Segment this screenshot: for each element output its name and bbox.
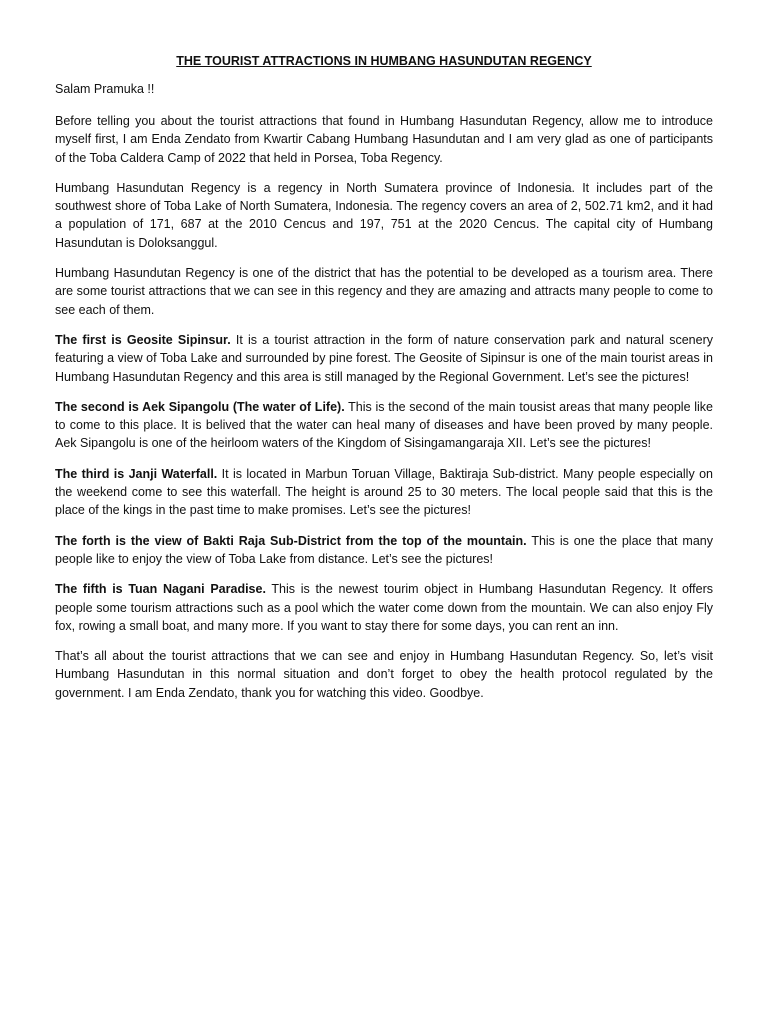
- paragraph-aek-sipangolu: [55, 398, 713, 453]
- paragraph-lead: The third is Janji Waterfall.: [55, 466, 218, 481]
- paragraph-text: It is located in Marbun Toruan Village, Baktiraja Sub-district. Many people especially on the weekend come to see this waterfall. The height is around 25 to 30 meters. The local people said that this is the place of the kings in the past time to make promises. Let’s see the pictures!: [55, 466, 714, 518]
- paragraph-text: This is one the place that many people like to enjoy the view of Toba Lake from distance. Let’s see the pictures!: [55, 533, 713, 566]
- paragraph-lead: The first is Geosite Sipinsur.: [55, 332, 231, 347]
- paragraph-text: Humbang Hasundutan Regency is a regency in North Sumatera province of Indonesia. It includes part of the southwest shore of Toba Lake of North Sumatera, Indonesia. The regency covers an area of 2, 502.71 km2, and it had a population of 171, 687 at the 2010 Cencus and 197, 751 at the 2020 Cencus. The capital city of Humbang Hasundutan is Doloksanggul.: [55, 180, 713, 250]
- paragraph-text: Humbang Hasundutan Regency is one of the district that has the potential to be developed as a tourism area. There are some tourist attractions that we can see in this regency and they are amazing and attracts many people to come to see each of them.: [55, 266, 713, 317]
- paragraph-text: It is a tourist attraction in the form of nature conservation park and natural scenery featuring a view of Toba Lake and surrounded by pine forest. The Geosite of Sipinsur is one of the main tourist areas in Humbang Hasundutan Regency and this area is still managed by the Regional Government. Let’s see the pictures!: [55, 332, 714, 384]
- paragraph-introduction: [55, 112, 713, 167]
- paragraph-tourism-potential: [55, 264, 713, 319]
- paragraph-closing: [55, 647, 713, 702]
- paragraph-lead: The fifth is Tuan Nagani Paradise.: [55, 582, 266, 597]
- paragraph-lead: The second is Aek Sipangolu (The water of Life).: [55, 399, 345, 414]
- paragraph-text: Before telling you about the tourist attractions that found in Humbang Hasundutan Regency, allow me to introduce myself first, I am Enda Zendato from Kwartir Cabang Humbang Hasundutan and I am very glad as one of participants of the Toba Caldera Camp of 2022 that held in Porsea, Toba Regency.: [55, 114, 713, 165]
- paragraph-janji-waterfall: [55, 465, 713, 520]
- document-title: THE TOURIST ATTRACTIONS IN HUMBANG HASUNDUTAN REGENCY: [176, 54, 592, 68]
- paragraph-bakti-raja-view: [55, 532, 713, 569]
- paragraph-tuan-nagani-paradise: [55, 580, 713, 635]
- paragraph-regency-overview: [55, 179, 713, 252]
- paragraph-text: This is the second of the main tousist areas that many people like to come to this place. It is belived that the water can heal many of diseases and have been proved by many people. Aek Sipangolu is one of the heirloom waters of the Kingdom of Sisingamangaraja XII. Let’s see the pictures!: [55, 399, 713, 451]
- paragraph-lead: The forth is the view of Bakti Raja Sub-District from the top of the mountain.: [55, 533, 527, 548]
- greeting: Salam Pramuka !!: [55, 82, 155, 96]
- paragraph-text: This is the newest tourim object in Humbang Hasundutan Regency. It offers people some tourism attractions such as a pool which the water come down from the mountain. We can also enjoy Fly fox, rowing a small boat, and many more. If you want to stay there for some days, you can rent an inn.: [55, 582, 713, 633]
- paragraph-text: That’s all about the tourist attractions that we can see and enjoy in Humbang Hasundutan Regency. So, let’s visit Humbang Hasundutan in this normal situation and don’t forget to obey the health protocol regulated by the government. I am Enda Zendato, thank you for watching this video. Goodbye.: [55, 649, 713, 700]
- paragraph-geosite-sipinsur: [55, 331, 713, 386]
